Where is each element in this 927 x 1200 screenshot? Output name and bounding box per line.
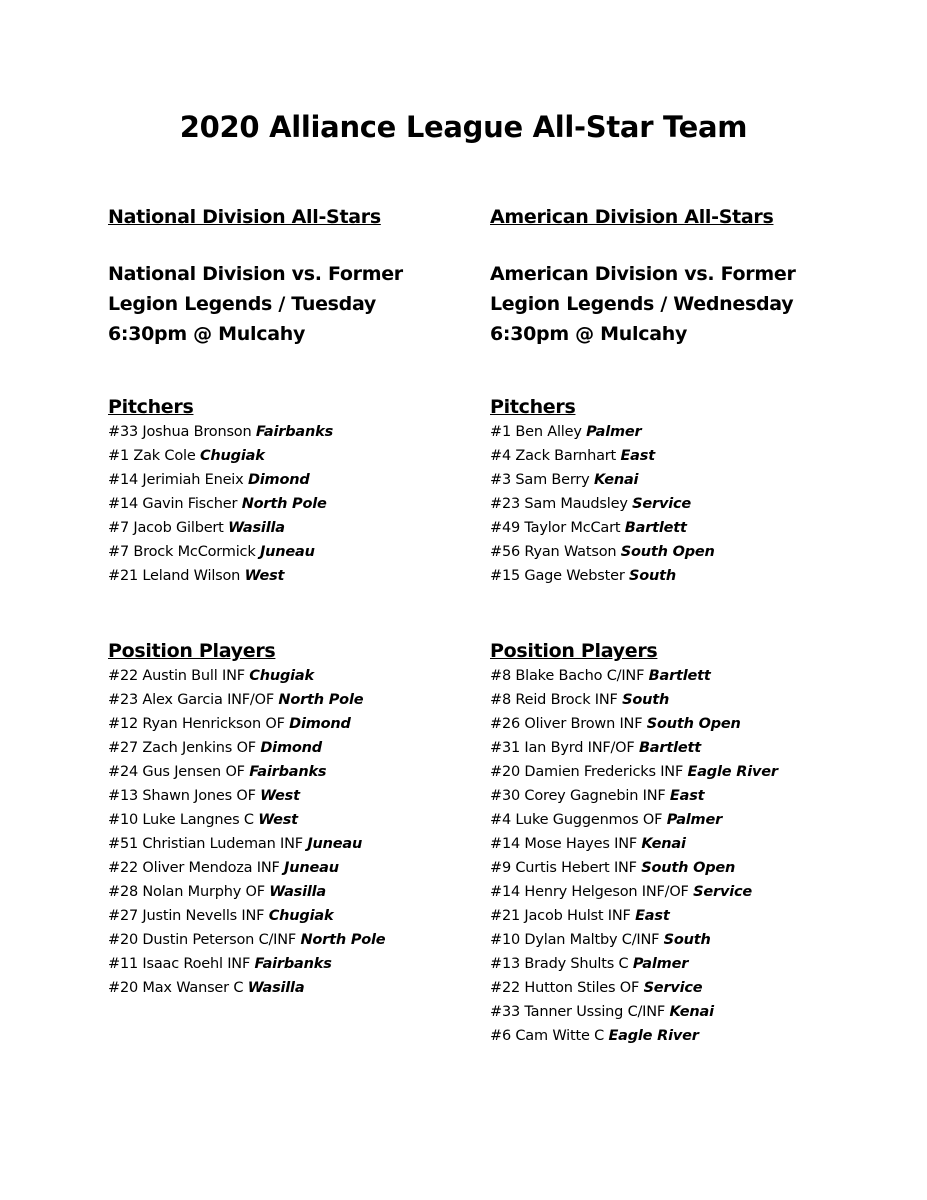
player-entry: [490, 712, 880, 736]
player-name: #14 Gavin Fischer: [108, 496, 238, 512]
team-name: Wasilla: [228, 520, 285, 536]
player-entry: [108, 880, 498, 904]
player-name: #28 Nolan Murphy OF: [108, 884, 265, 900]
player-entry: [108, 808, 498, 832]
team-name: Palmer: [632, 956, 689, 972]
player-entry: [490, 880, 880, 904]
player-entry: [108, 688, 498, 712]
position-players-heading: Position Players: [108, 640, 276, 662]
player-entry: [490, 976, 880, 1000]
team-name: Chugiak: [249, 668, 314, 684]
player-name: #7 Brock McCormick: [108, 544, 256, 560]
team-name: Service: [693, 884, 752, 900]
player-name: #13 Brady Shults C: [490, 956, 629, 972]
player-name: #1 Ben Alley: [490, 424, 582, 440]
team-name: Bartlett: [624, 520, 687, 536]
team-name: South: [622, 692, 670, 708]
player-name: #21 Jacob Hulst INF: [490, 908, 631, 924]
player-name: #3 Sam Berry: [490, 472, 590, 488]
team-name: Palmer: [666, 812, 723, 828]
team-name: Fairbanks: [254, 956, 332, 972]
player-name: #26 Oliver Brown INF: [490, 716, 643, 732]
player-name: #14 Mose Hayes INF: [490, 836, 637, 852]
player-name: #14 Jerimiah Eneix: [108, 472, 244, 488]
player-name: #22 Austin Bull INF: [108, 668, 245, 684]
page-title: 2020 Alliance League All-Star Team: [179, 110, 748, 144]
player-entry: [108, 712, 498, 736]
player-entry: [108, 516, 498, 540]
matchup-line: American Division vs. Former: [490, 263, 796, 285]
team-name: Chugiak: [268, 908, 334, 924]
team-name: Fairbanks: [249, 764, 327, 780]
pitchers-list: [490, 420, 880, 588]
team-name: South Open: [646, 716, 741, 732]
player-name: #56 Ryan Watson: [490, 544, 617, 560]
player-name: #31 Ian Byrd INF/OF: [490, 740, 635, 756]
player-name: #23 Alex Garcia INF/OF: [108, 692, 274, 708]
player-name: #4 Luke Guggenmos OF: [490, 812, 663, 828]
player-name: #15 Gage Webster: [490, 568, 625, 584]
player-entry: [490, 832, 880, 856]
player-name: #33 Tanner Ussing C/INF: [490, 1004, 666, 1020]
team-name: South Open: [641, 860, 736, 876]
team-name: South: [663, 932, 711, 948]
team-name: Juneau: [284, 860, 339, 876]
team-name: Palmer: [586, 424, 642, 440]
player-name: #21 Leland Wilson: [108, 568, 241, 584]
player-entry: [108, 540, 498, 564]
player-name: #9 Curtis Hebert INF: [490, 860, 637, 876]
team-name: Kenai: [593, 472, 639, 488]
player-entry: [108, 736, 498, 760]
team-name: Bartlett: [638, 740, 701, 756]
player-name: #30 Corey Gagnebin INF: [490, 788, 666, 804]
team-name: Wasilla: [269, 884, 326, 900]
position-players-heading: Position Players: [490, 640, 658, 662]
player-entry: [490, 736, 880, 760]
team-name: East: [669, 788, 705, 804]
position-players-list: [108, 664, 498, 1000]
division-heading: American Division All-Stars: [490, 206, 774, 228]
team-name: Kenai: [669, 1004, 714, 1020]
player-name: #24 Gus Jensen OF: [108, 764, 245, 780]
player-entry: [490, 564, 880, 588]
team-name: Fairbanks: [255, 424, 333, 440]
team-name: West: [258, 812, 298, 828]
team-name: South: [629, 568, 677, 584]
player-entry: [490, 664, 880, 688]
player-entry: [108, 856, 498, 880]
national-division-column: [108, 200, 498, 1000]
player-name: #7 Jacob Gilbert: [108, 520, 224, 536]
player-name: #13 Shawn Jones OF: [108, 788, 256, 804]
player-name: #10 Dylan Maltby C/INF: [490, 932, 660, 948]
team-name: Eagle River: [687, 764, 778, 780]
player-entry: [108, 952, 498, 976]
player-name: #14 Henry Helgeson INF/OF: [490, 884, 689, 900]
team-name: North Pole: [300, 932, 386, 948]
player-name: #20 Max Wanser C: [108, 980, 244, 996]
player-name: #8 Reid Brock INF: [490, 692, 618, 708]
player-entry: [108, 784, 498, 808]
team-name: Service: [643, 980, 703, 996]
player-entry: [490, 1024, 880, 1048]
team-name: Dimond: [247, 472, 310, 488]
team-name: Juneau: [307, 836, 363, 852]
player-name: #33 Joshua Bronson: [108, 424, 252, 440]
player-name: #8 Blake Bacho C/INF: [490, 668, 645, 684]
team-name: Bartlett: [648, 668, 711, 684]
team-name: Dimond: [289, 716, 351, 732]
player-name: #12 Ryan Henrickson OF: [108, 716, 285, 732]
player-entry: [490, 516, 880, 540]
team-name: Juneau: [259, 544, 315, 560]
team-name: North Pole: [241, 496, 327, 512]
pitchers-heading: Pitchers: [490, 396, 576, 418]
player-entry: [490, 444, 880, 468]
player-name: #23 Sam Maudsley: [490, 496, 628, 512]
player-entry: [490, 784, 880, 808]
player-entry: [490, 856, 880, 880]
pitchers-list: [108, 420, 498, 588]
team-name: West: [244, 568, 285, 584]
player-entry: [490, 760, 880, 784]
player-entry: [490, 540, 880, 564]
player-entry: [108, 904, 498, 928]
player-entry: [490, 1000, 880, 1024]
american-division-column: [490, 200, 880, 1048]
player-entry: [108, 444, 498, 468]
player-name: #27 Justin Nevells INF: [108, 908, 265, 924]
player-name: #27 Zach Jenkins OF: [108, 740, 256, 756]
team-name: East: [635, 908, 670, 924]
player-name: #10 Luke Langnes C: [108, 812, 254, 828]
team-name: Dimond: [260, 740, 322, 756]
player-entry: [490, 928, 880, 952]
team-name: Chugiak: [199, 448, 265, 464]
team-name: West: [260, 788, 300, 804]
player-entry: [108, 664, 498, 688]
matchup-info: [490, 259, 880, 349]
player-entry: [490, 808, 880, 832]
division-heading: National Division All-Stars: [108, 206, 381, 228]
player-name: #1 Zak Cole: [108, 448, 196, 464]
player-name: #49 Taylor McCart: [490, 520, 621, 536]
player-entry: [490, 952, 880, 976]
player-entry: [108, 760, 498, 784]
player-name: #20 Damien Fredericks INF: [490, 764, 684, 780]
player-entry: [108, 564, 498, 588]
position-players-list: [490, 664, 880, 1048]
player-entry: [490, 420, 880, 444]
team-name: Kenai: [641, 836, 686, 852]
player-name: #6 Cam Witte C: [490, 1028, 605, 1044]
player-entry: [108, 492, 498, 516]
team-name: South Open: [620, 544, 715, 560]
pitchers-heading: Pitchers: [108, 396, 194, 418]
player-entry: [490, 904, 880, 928]
team-name: North Pole: [278, 692, 364, 708]
player-entry: [490, 492, 880, 516]
player-entry: [108, 976, 498, 1000]
matchup-line: Legion Legends / Tuesday: [108, 293, 377, 315]
team-name: Wasilla: [247, 980, 305, 996]
matchup-line: 6:30pm @ Mulcahy: [490, 323, 688, 345]
player-name: #22 Hutton Stiles OF: [490, 980, 640, 996]
matchup-line: 6:30pm @ Mulcahy: [108, 323, 306, 345]
matchup-line: National Division vs. Former: [108, 263, 403, 285]
matchup-info: [108, 259, 498, 349]
player-entry: [108, 468, 498, 492]
player-name: #11 Isaac Roehl INF: [108, 956, 251, 972]
player-entry: [490, 688, 880, 712]
player-entry: [108, 832, 498, 856]
matchup-line: Legion Legends / Wednesday: [490, 293, 794, 315]
team-name: Service: [632, 496, 692, 512]
team-name: Eagle River: [608, 1028, 699, 1044]
player-name: #51 Christian Ludeman INF: [108, 836, 303, 852]
player-name: #22 Oliver Mendoza INF: [108, 860, 280, 876]
player-entry: [108, 420, 498, 444]
player-entry: [490, 468, 880, 492]
player-name: #20 Dustin Peterson C/INF: [108, 932, 297, 948]
player-entry: [108, 928, 498, 952]
team-name: East: [620, 448, 655, 464]
player-name: #4 Zack Barnhart: [490, 448, 617, 464]
